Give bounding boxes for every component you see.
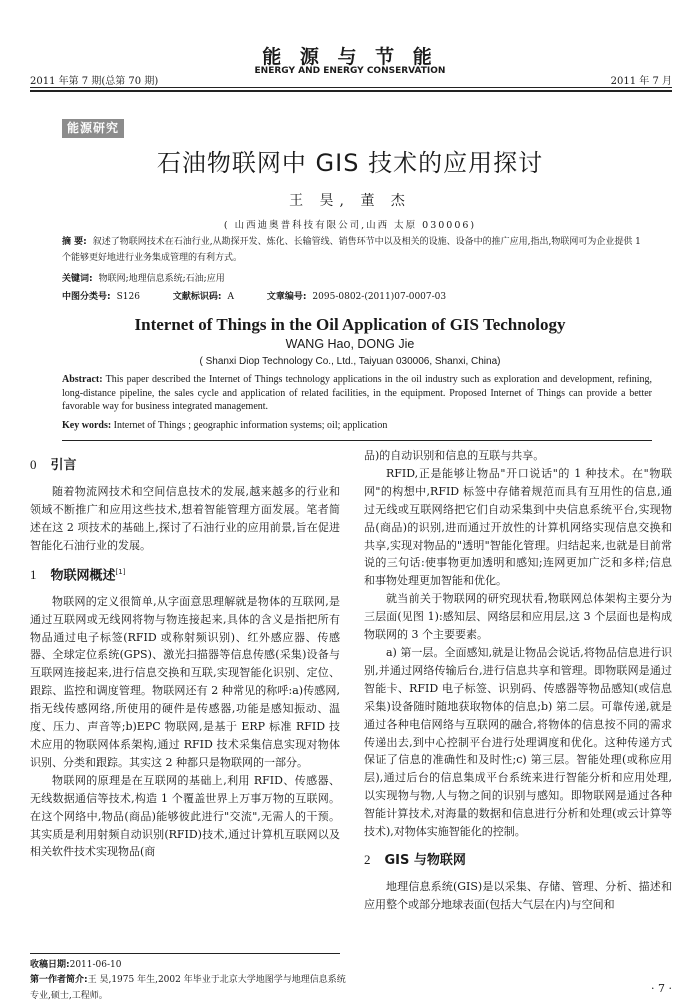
abstract-rule bbox=[62, 440, 652, 441]
body-paragraph: RFID,正是能够让物品"开口说话"的 1 种技术。在"物联网"的构想中,RFID 标签中存储着规范而具有互用性的信息,通过无线或互联网络把它们自动采集到中央信息系统平台,实现物品(商品)的识别,进而通过开放性的计算机网络实现信息交换和共享,实现对物品的"透明"智能化管理。归结起来,也就是目前常说的三句话:使事物更加透明和感知;连网更加广泛和多样;信息和事物处理更加智能和优化。 bbox=[364, 466, 672, 588]
section-1-ref: [1] bbox=[115, 567, 126, 576]
abstract-en-label: Abstract: bbox=[62, 374, 103, 385]
journal-title-en: ENERGY AND ENERGY CONSERVATION bbox=[254, 66, 446, 76]
author-bio-text: 王 昊,1975 年生,2002 年毕业于北京大学地图学与地理信息系统专业,硕士,工程师。 bbox=[30, 975, 346, 1001]
page-number: · 7 · bbox=[651, 982, 672, 995]
doc-code-value: A bbox=[227, 292, 234, 302]
abstract-cn bbox=[62, 234, 652, 266]
affiliation-en: ( Shanxi Diop Technology Co., Ltd., Taiyuan 030006, Shanxi, China) bbox=[199, 356, 501, 367]
issue-date: 2011 年 7 月 bbox=[610, 76, 672, 87]
category-tag: 能源研究 bbox=[62, 119, 124, 138]
section-0-heading bbox=[30, 456, 340, 475]
received-value: 2011-06-10 bbox=[69, 960, 122, 970]
keywords-cn-text: 物联网;地理信息系统;石油;应用 bbox=[98, 274, 225, 284]
section-1-heading bbox=[30, 564, 340, 585]
header-rule bbox=[30, 87, 672, 88]
received-date bbox=[30, 957, 350, 973]
keywords-cn-label: 关键词: bbox=[62, 274, 93, 284]
journal-title-cn: 能 源 与 节 能 bbox=[262, 46, 438, 68]
body-paragraph: 物联网的原理是在互联网的基础上,利用 RFID、传感器、无线数据通信等技术,构造 1 个覆盖世界上万事万物的互联网。在这个网络中,物品(商品)能够彼此进行"交流",无需人的干预。其实质是利用射频自动识别(RFID)技术,通过计算机互联网以及相关软件技术实现物品(商 bbox=[30, 773, 340, 859]
keywords-cn bbox=[62, 271, 652, 287]
affiliation-cn: ( 山西迪奥普科技有限公司,山西 太原 030006) bbox=[223, 220, 477, 231]
classification-line bbox=[62, 289, 652, 305]
article-title-en: Internet of Things in the Oil Application of GIS Technology bbox=[134, 315, 566, 334]
received-label: 收稿日期: bbox=[30, 960, 70, 970]
section-0-title: 引言 bbox=[50, 458, 77, 473]
body-paragraph: 就当前关于物联网的研究现状看,物联网总体架构主要分为三层面(见图 1):感知层、网络层和应用层,这 3 个层面也是构成物联网的 3 个主要要素。 bbox=[364, 592, 672, 642]
issue-info: 2011 年第 7 期(总第 70 期) bbox=[30, 76, 159, 87]
abstract-cn-text: 叙述了物联网技术在石油行业,从勘探开发、炼化、长输管线、销售环节中以及相关的设施、设备中的推广应用,指出,物联网可为企业提供 1 个能够更好地进行业务集成管理的有利方式。 bbox=[62, 237, 641, 263]
body-paragraph: 物联网的定义很简单,从字面意思理解就是物体的互联网,是通过互联网或无线网将物与物连接起来,具体的含义是指把所有物品通过电子标签(RFID 或称射频识别)、红外感应器、传感器、全球定位系统(GPS)、激光扫描器等信息传感(采集)设备与互联网连接起来,进行信息交换和互联,实现智能化识别、定位、跟踪、监控和调度管理。物联网还有 2 种常见的称呼:a)传感网,指无线传感网络,所使用的硬件是传感器,功能是感知振动、温度、压力、声音等;b)EPC 物联网,是基于 ERP 标准 RFID 技术应用的物联网体系架构,通过 RFID 技术采集信息实现对物体识别、分类和跟踪。其实这 2 种都只是物联网的一部分。 bbox=[30, 594, 340, 769]
section-2-heading bbox=[364, 851, 672, 870]
article-no-label: 文章编号: bbox=[266, 292, 307, 302]
intro-paragraph: 随着物流网技术和空间信息技术的发展,越来越多的行业和领域不断推广和应用这些技术,想着智能管理方面发展。笔者简述在这 2 项技术的基础上,探讨了石油行业的应用前景,旨在促进智能化石油行业的发展。 bbox=[30, 484, 340, 552]
section-2-title: GIS 与物联网 bbox=[384, 852, 466, 868]
keywords-en bbox=[62, 420, 652, 431]
article-title-cn: 石油物联网中 GIS 技术的应用探讨 bbox=[156, 149, 544, 177]
author-bio bbox=[30, 972, 350, 1004]
authors-en: WANG Hao, DONG Jie bbox=[285, 337, 415, 351]
footnote-rule bbox=[30, 953, 340, 954]
body-paragraph: a) 第一层。全面感知,就是让物品会说话,将物品信息进行识别,并通过网络传输后台,进行信息共享和管理。即物联网是通过智能卡、RFID 电子标签、识别码、传感器等物品感知(或信息采集)设备随时随地获取物体的信息;b) 第二层。可靠传递,就是通过各种电信网络与互联网的融合,将物体的信息按不同的需求传递出去,到中心控制平台进行处理调度和优化。这种传递方式保证了信息的准确性和及时性;c) 第三层。智能处理(或称应用层),通过后台的信息集成平台系统来进行智能分析和应用处理,以实现物与物,人与物之间的识别与感知。即物联网是通过各种智能计算技术,对海量的数据和信息进行分析和处理(或云计算等技术),对物体实施智能化的控制。 bbox=[364, 645, 672, 839]
abstract-cn-label: 摘 要: bbox=[62, 237, 87, 247]
clc-value: S126 bbox=[116, 292, 140, 302]
header-rule-thick bbox=[30, 90, 672, 92]
right-column bbox=[364, 447, 672, 914]
doc-code-label: 文献标识码: bbox=[172, 292, 222, 302]
clc-label: 中图分类号: bbox=[62, 292, 111, 302]
section-0-number: 0 bbox=[30, 457, 37, 472]
article-no-value: 2095-0802-(2011)07-0007-03 bbox=[312, 292, 447, 302]
keywords-en-text: Internet of Things ; geographic information systems; oil; application bbox=[113, 420, 388, 431]
abstract-en-text: This paper described the Internet of Things technology applications in the oil industry such as exploration and development, refining, long-distance pipeline, the sales cycle and application of related facilities, in the equipment. Proposed Internet of Things can provide a better favorable way for business integrated management. bbox=[62, 374, 652, 412]
left-column bbox=[30, 452, 340, 861]
section-1-number: 1 bbox=[30, 566, 37, 582]
body-paragraph: 地理信息系统(GIS)是以采集、存储、管理、分析、描述和应用整个或部分地球表面(包括大气层在内)与空间和 bbox=[364, 879, 672, 911]
section-1-title: 物联网概述 bbox=[50, 567, 116, 583]
keywords-en-label: Key words: bbox=[62, 420, 112, 431]
section-2-number: 2 bbox=[364, 851, 371, 867]
author-bio-label: 第一作者简介: bbox=[30, 975, 88, 985]
authors-cn: 王 昊, 董 杰 bbox=[289, 193, 411, 209]
body-paragraph: 品)的自动识别和信息的互联与共享。 bbox=[364, 449, 545, 462]
abstract-en bbox=[62, 373, 652, 414]
